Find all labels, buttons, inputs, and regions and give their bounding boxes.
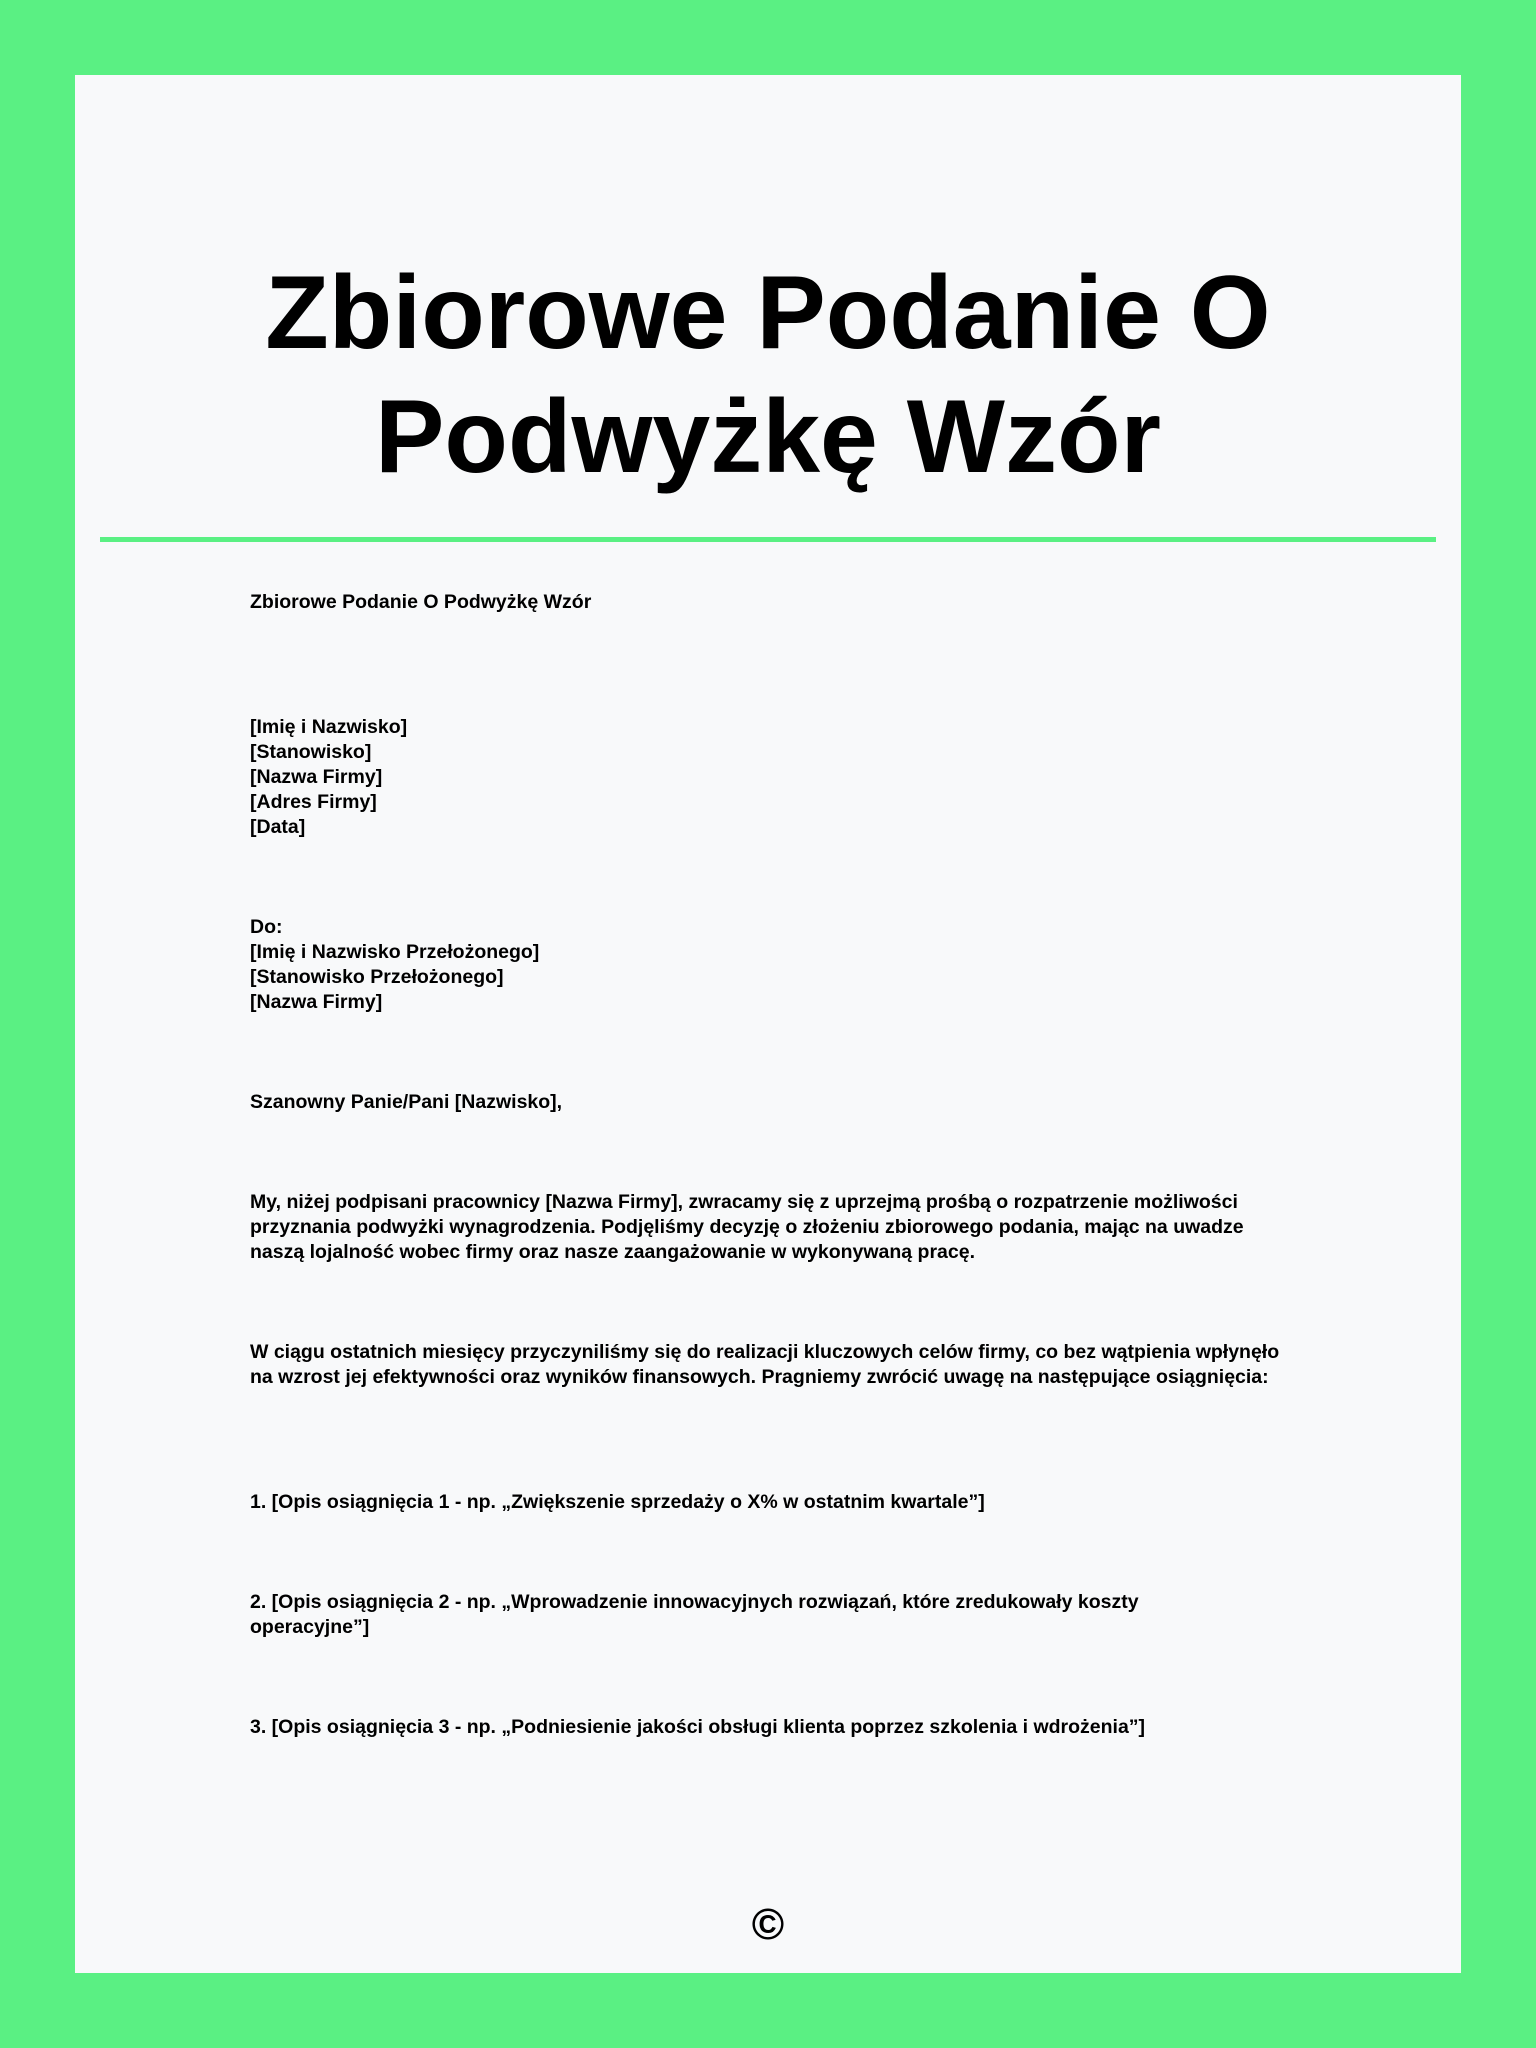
copyright-icon: © (751, 1900, 785, 1949)
paragraph-intro: My, niżej podpisani pracownicy [Nazwa Firmy], zwracamy się z uprzejmą prośbą o rozpatrzenie możliwości przyznania podwyżki wynagrodzenia. Podjęliśmy decyzję o złożeniu zbiorowego podania, mając na uwadze naszą lojalność wobec firmy oraz nasze zaangażowanie w wykonywaną pracę. (250, 1191, 1244, 1263)
recipient-block: Do: [Imię i Nazwisko Przełożonego] [Stanowisko Przełożonego] [Nazwa Firmy] (250, 916, 540, 1013)
achievement-item: 1. [Opis osiągnięcia 1 - np. „Zwiększenie sprzedaży o X% w ostatnim kwartale”] (250, 1491, 985, 1513)
document-page (75, 75, 1461, 1973)
title-divider (100, 537, 1436, 542)
achievement-item: 2. [Opis osiągnięcia 2 - np. „Wprowadzenie innowacyjnych rozwiązań, które zredukowały koszty operacyjne”] (250, 1591, 1139, 1638)
document-title: Zbiorowe Podanie O Podwyżkę Wzór (265, 255, 1271, 495)
achievement-item: 3. [Opis osiągnięcia 3 - np. „Podniesienie jakości obsługi klienta poprzez szkolenia i wdrożenia”] (250, 1716, 1146, 1738)
letter-heading: Zbiorowe Podanie O Podwyżkę Wzór (250, 591, 592, 613)
salutation: Szanowny Panie/Pani [Nazwisko], (250, 1091, 563, 1113)
paragraph-achievements: W ciągu ostatnich miesięcy przyczyniliśmy się do realizacji kluczowych celów firmy, co bez wątpienia wpłynęło na wzrost jej efektywności oraz wyników finansowych. Pragniemy zwrócić uwagę na następujące osiągnięcia: (250, 1341, 1280, 1388)
sender-block: [Imię i Nazwisko] [Stanowisko] [Nazwa Firmy] [Adres Firmy] [Data] (250, 716, 408, 838)
